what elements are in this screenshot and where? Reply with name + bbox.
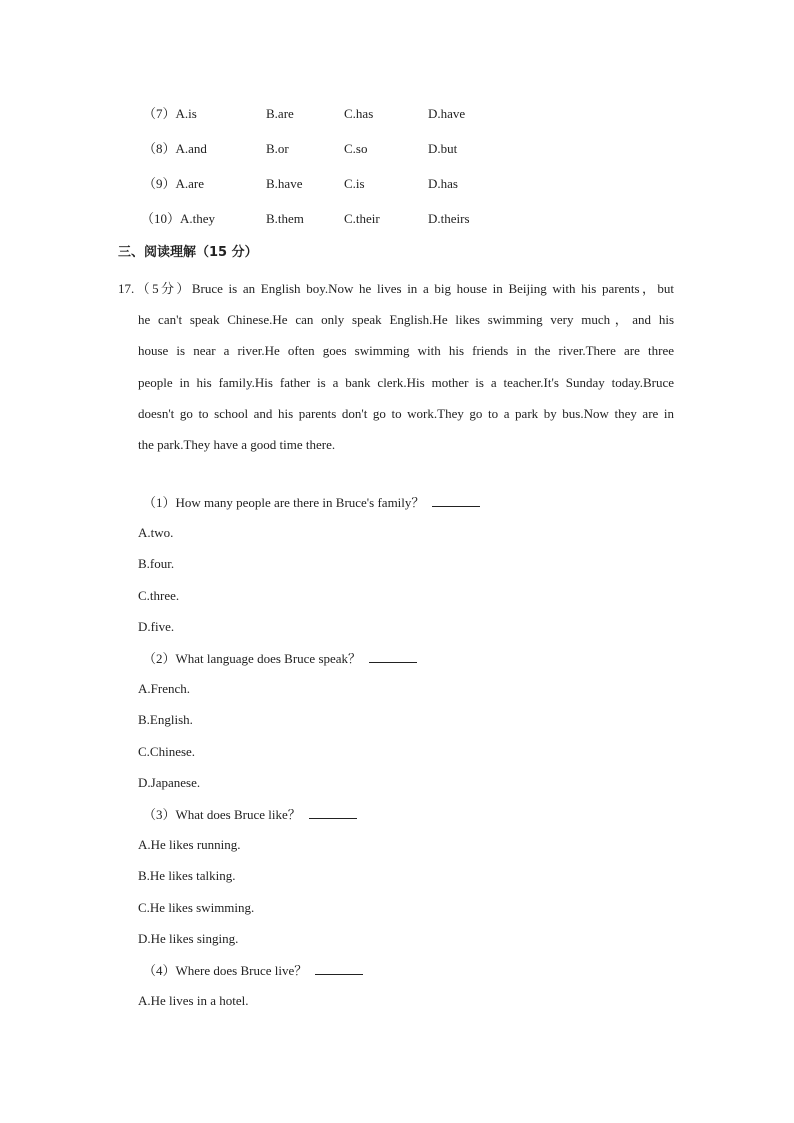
- passage-line: people in his family.His father is a bank clerk.His mother is a teacher.It's Sunday today.Bruce: [138, 374, 674, 390]
- answer-option: D.Japanese.: [138, 775, 201, 790]
- answer-option: B.English.: [138, 712, 193, 727]
- answer-option: B.He likes talking.: [138, 868, 236, 883]
- question-3: [143, 806, 357, 823]
- answer-option: C.He likes swimming.: [138, 900, 255, 915]
- answer-blank[interactable]: [369, 650, 417, 663]
- answer-option: C.Chinese.: [138, 744, 196, 759]
- answer-option: A.French.: [138, 681, 190, 696]
- passage-line: 17.（5分）Bruce is an English boy.Now he lives in a big house in Beijing with his parents，but: [118, 281, 674, 296]
- question-4: [143, 962, 363, 979]
- answer-option: D.five.: [138, 619, 175, 634]
- passage-line: the park.They have a good time there.: [138, 437, 336, 453]
- option-a: （9）A.are: [143, 176, 205, 191]
- option-d: D.but: [428, 141, 458, 156]
- option-d: D.theirs: [428, 211, 470, 226]
- option-a: （8）A.and: [143, 141, 207, 156]
- question-text: （2）What language does Bruce speak？: [143, 651, 362, 666]
- answer-blank[interactable]: [432, 494, 480, 507]
- question-text: （3）What does Bruce like？: [143, 807, 301, 822]
- answer-option: B.four.: [138, 556, 175, 571]
- option-c: C.has: [344, 106, 374, 121]
- question-1: [143, 494, 480, 511]
- option-c: C.so: [344, 141, 368, 156]
- passage-line: doesn't go to school and his parents don't go to work.They go to a park by bus.Now they are in: [138, 405, 674, 421]
- option-b: B.have: [266, 176, 303, 191]
- answer-option: A.He likes running.: [138, 837, 241, 852]
- option-c: C.is: [344, 176, 365, 191]
- answer-option: A.He lives in a hotel.: [138, 993, 249, 1008]
- passage-line: he can't speak Chinese.He can only speak English.He likes swimming very much，and his: [138, 312, 674, 328]
- answer-option: C.three.: [138, 588, 180, 603]
- section-heading: 三、阅读理解（15 分）: [118, 245, 258, 260]
- answer-blank[interactable]: [315, 962, 363, 975]
- option-b: B.are: [266, 106, 294, 121]
- option-c: C.their: [344, 211, 380, 226]
- option-a: （7）A.is: [143, 106, 197, 121]
- answer-blank[interactable]: [309, 806, 357, 819]
- passage-line: house is near a river.He often goes swimming with his friends in the river.There are three: [138, 343, 674, 359]
- option-d: D.have: [428, 106, 466, 121]
- question-text: （4）Where does Bruce live？: [143, 963, 308, 978]
- question-text: （1）How many people are there in Bruce's family？: [143, 495, 425, 510]
- answer-option: A.two.: [138, 525, 174, 540]
- question-2: [143, 650, 417, 667]
- option-b: B.them: [266, 211, 304, 226]
- answer-option: D.He likes singing.: [138, 931, 239, 946]
- reading-passage: [118, 273, 674, 460]
- option-d: D.has: [428, 176, 458, 191]
- option-a: （10）A.they: [141, 211, 216, 226]
- option-b: B.or: [266, 141, 289, 156]
